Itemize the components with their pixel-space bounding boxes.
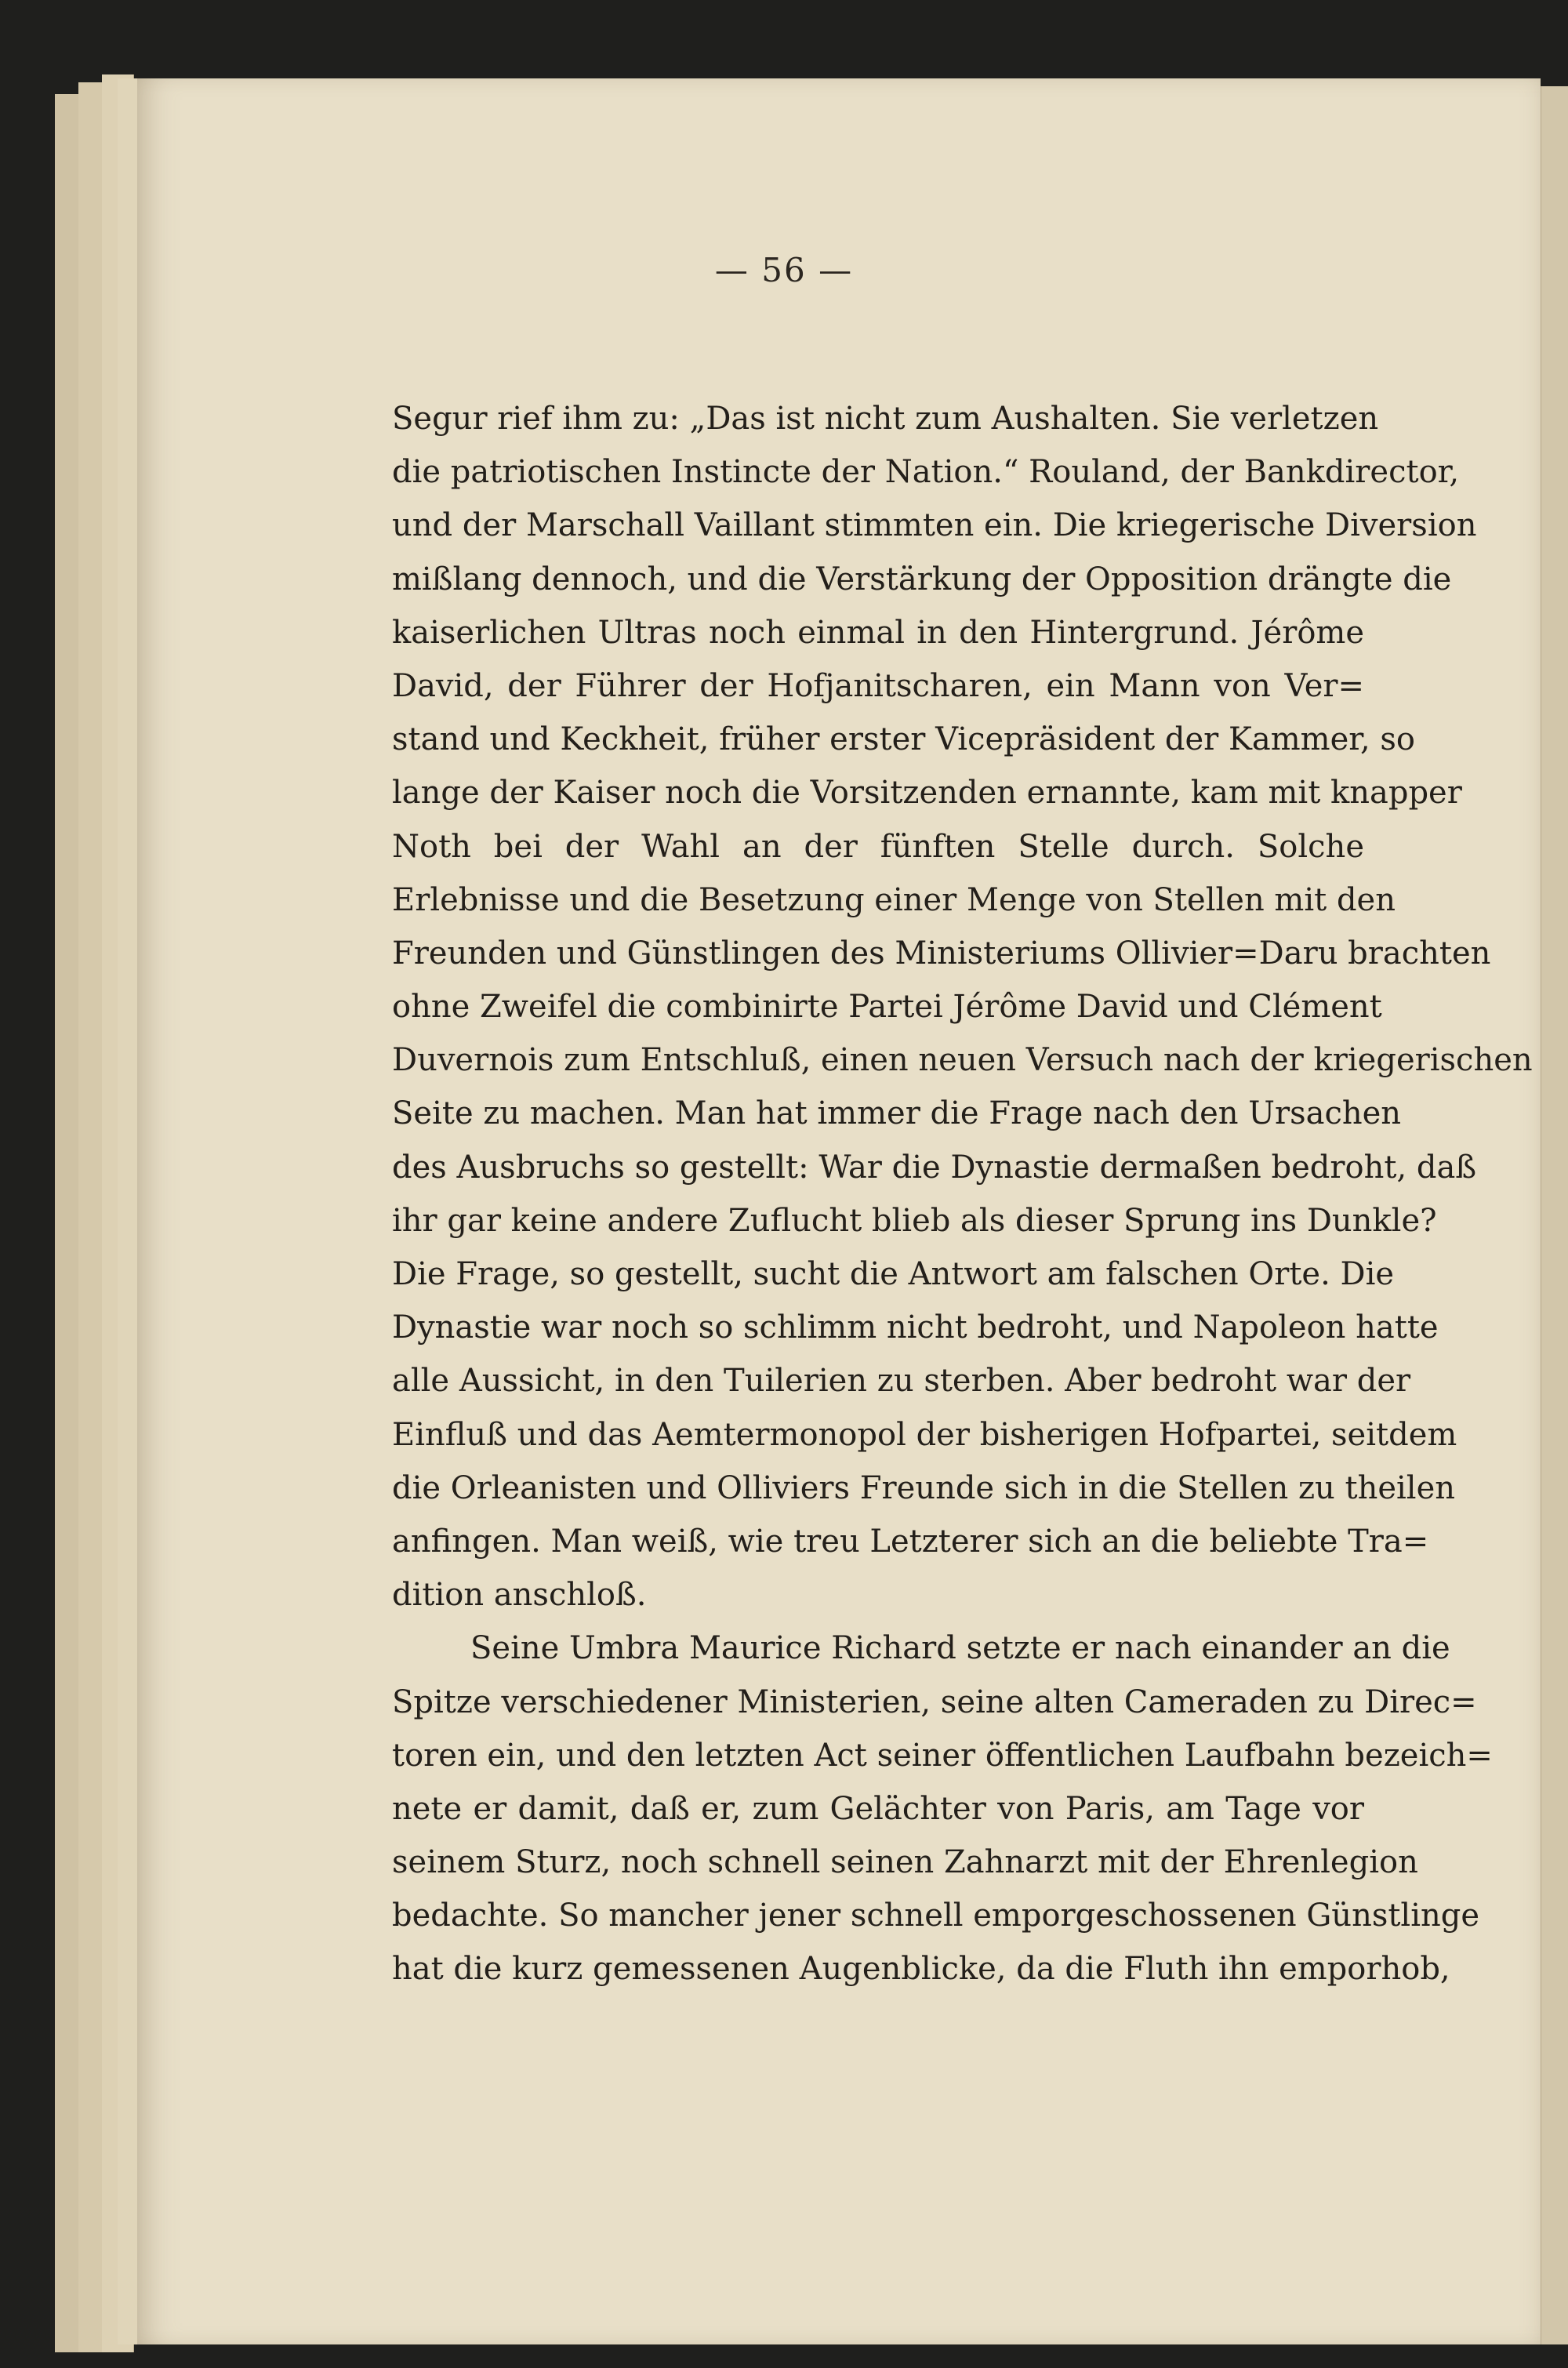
text-line: Dynastie war noch so schlimm nicht bedroht, und Napoleon hatte (392, 1309, 1439, 1346)
text-line: David, der Führer der Hofjanitscharen, ein Mann von Ver= (392, 667, 1364, 704)
facing-page-edge (1541, 86, 1568, 2344)
text-line: Einfluß und das Aemtermonopol der bisherigen Hofpartei, seitdem (392, 1416, 1457, 1453)
text-line: des Ausbruchs so gestellt: War die Dynastie dermaßen bedroht, daß (392, 1149, 1477, 1186)
text-line: hat die kurz gemessenen Augenblicke, da die Fluth ihn emporhob, (392, 1951, 1450, 1988)
text-line: mißlang dennoch, und die Verstärkung der Opposition drängte die (392, 561, 1452, 597)
text-line: Freunden und Günstlingen des Ministeriums Ollivier=Daru brachten (392, 935, 1491, 972)
body-text (392, 392, 1533, 1996)
text-line: stand und Keckheit, früher erster Vicepräsident der Kammer, so (392, 721, 1415, 758)
text-line: lange der Kaiser noch die Vorsitzenden ernannte, kam mit knapper (392, 775, 1462, 812)
text-line: und der Marschall Vaillant stimmten ein. Die kriegerische Diversion (392, 507, 1477, 544)
text-line: ihr gar keine andere Zuflucht blieb als dieser Sprung ins Dunkle? (392, 1202, 1437, 1239)
text-line: Noth bei der Wahl an der fünften Stelle durch. Solche (392, 828, 1364, 865)
text-line: Spitze verschiedener Ministerien, seine alten Cameraden zu Direc= (392, 1683, 1477, 1720)
text-line: dition anschloß. (392, 1577, 647, 1614)
text-line: anfingen. Man weiß, wie treu Letzterer sich an die beliebte Tra= (392, 1523, 1429, 1560)
text-line: toren ein, und den letzten Act seiner öffentlichen Laufbahn bezeich= (392, 1737, 1493, 1774)
text-line: Die Frage, so gestellt, sucht die Antwort am falschen Orte. Die (392, 1256, 1395, 1292)
text-line: Seite zu machen. Man hat immer die Frage nach den Ursachen (392, 1095, 1402, 1132)
text-line: alle Aussicht, in den Tuilerien zu sterben. Aber bedroht war der (392, 1363, 1411, 1400)
text-line: kaiserlichen Ultras noch einmal in den Hintergrund. Jérôme (392, 614, 1364, 651)
text-line: die patriotischen Instincte der Nation.“ Rouland, der Bankdirector, (392, 454, 1460, 491)
text-line: die Orleanisten und Olliviers Freunde sich in die Stellen zu theilen (392, 1469, 1456, 1506)
text-line: Duvernois zum Entschluß, einen neuen Versuch nach der kriegerischen (392, 1042, 1533, 1079)
text-line: Erlebnisse und die Besetzung einer Menge von Stellen mit den (392, 881, 1396, 918)
text-line: seinem Sturz, noch schnell seinen Zahnarzt mit der Ehrenlegion (392, 1844, 1418, 1881)
text-line: nete er damit, daß er, zum Gelächter von Paris, am Tage vor (392, 1790, 1364, 1827)
text-line: Segur rief ihm zu: „Das ist nicht zum Aushalten. Sie verletzen (392, 401, 1379, 437)
text-line: bedachte. So mancher jener schnell emporgeschossenen Günstlinge (392, 1898, 1480, 1934)
text-line: ohne Zweifel die combinirte Partei Jérôme David und Clément (392, 989, 1382, 1026)
page-number: — 56 — (714, 251, 854, 289)
text-line: Seine Umbra Maurice Richard setzte er nach einander an die (470, 1630, 1450, 1667)
